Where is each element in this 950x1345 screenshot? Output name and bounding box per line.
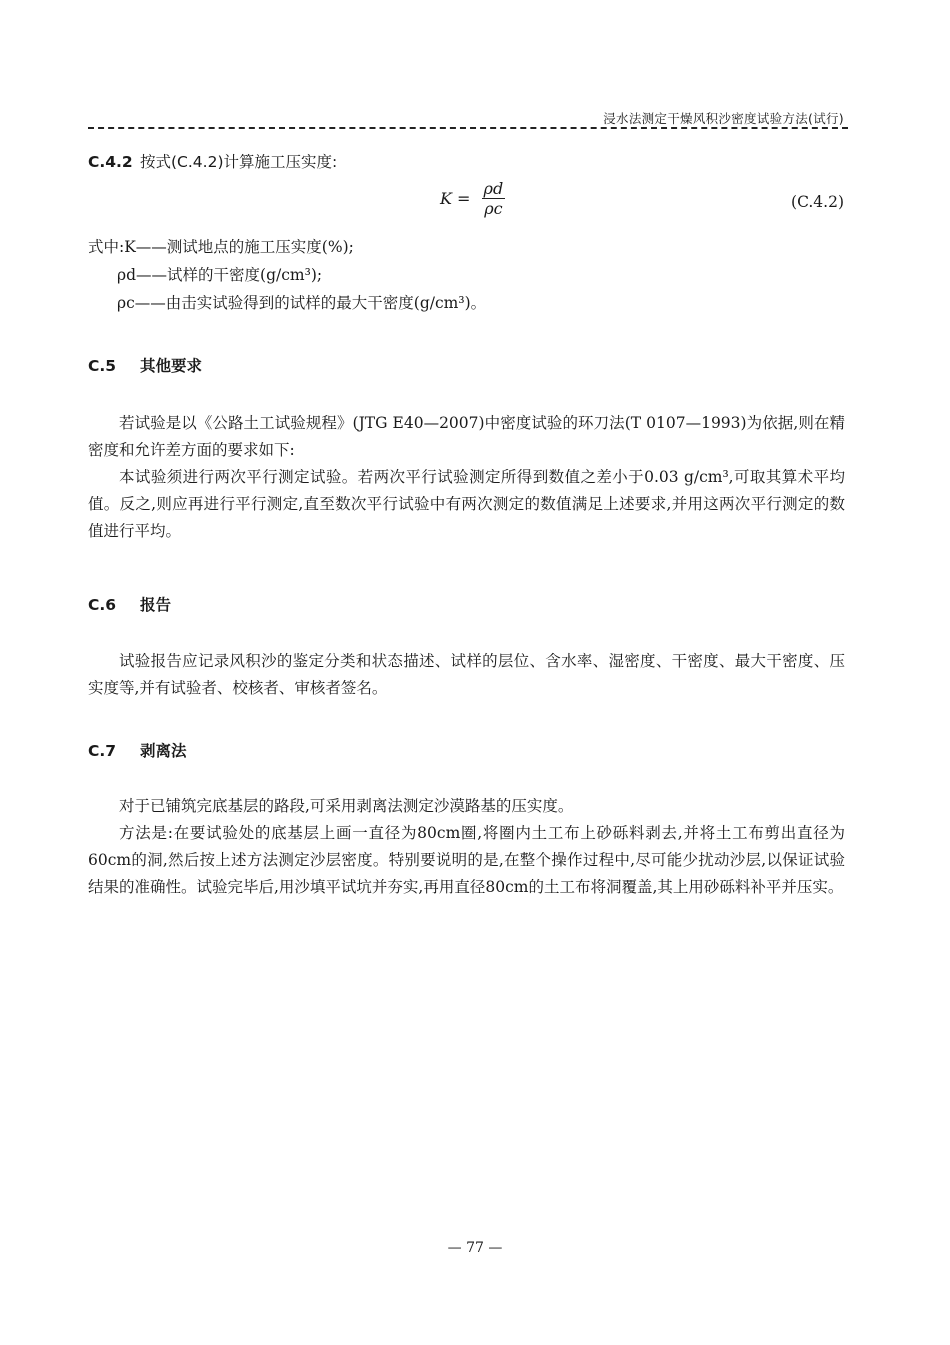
page-number: — 77 — (447, 1240, 503, 1256)
c6-paragraph-1: 试验报告应记录风积沙的鉴定分类和状态描述、试样的层位、含水率、湿密度、干密度、最大干密度、压实度等,并有试验者、校核者、审核者签名。 (88, 652, 845, 697)
equation-number: (C.4.2) (791, 193, 844, 211)
section-c6-heading (88, 593, 171, 615)
definition-rho-d: ρd——试样的干密度(g/cm³); (117, 266, 323, 284)
formula-fraction (482, 180, 506, 219)
section-c7-number: C.7 (88, 742, 117, 760)
running-head: 浸水法测定干燥风积沙密度试验方法(试行) (603, 111, 844, 126)
c7-paragraph-1: 对于已铺筑完底基层的路段,可采用剥离法测定沙漠路基的压实度。 (119, 797, 574, 815)
header-rule (88, 127, 848, 129)
c7-paragraph-2: 方法是:在要试验处的底基层上画一直径为80cm圈,将圈内土工布上砂砾料剥去,并将土工布剪出直径为60cm的洞,然后按上述方法测定沙层密度。特别要说明的是,在整个操作过程中,尽可能少扰动沙层,以保证试验结果的准确性。试验完毕后,用沙填平试坑并夯实,再用直径80cm的土工布将洞覆盖,其上用砂砾料补平并压实。 (88, 824, 845, 896)
section-c7-heading (88, 739, 187, 761)
section-c5-heading (88, 354, 202, 376)
section-c5-title: 其他要求 (140, 357, 203, 375)
definition-k: 式中:K——测试地点的施工压实度(%); (88, 238, 354, 256)
definition-rho-c: ρc——由击实试验得到的试样的最大干密度(g/cm³)。 (117, 294, 487, 312)
section-c6-number: C.6 (88, 596, 117, 614)
section-c6-title: 报告 (140, 596, 172, 614)
section-c42-number: C.4.2 (88, 153, 133, 171)
formula-numerator: ρd (483, 179, 504, 198)
c5-paragraph-2: 本试验须进行两次平行测定试验。若两次平行试验测定所得到数值之差小于0.03 g/cm³,可取其算术平均值。反之,则应再进行平行测定,直至数次平行试验中有两次测定的数值满足上述要求,并用这两次平行测定的数值进行平均。 (88, 468, 845, 540)
formula-lhs: K = (440, 189, 471, 208)
section-c5-number: C.5 (88, 357, 117, 375)
section-c7-title: 剥离法 (140, 742, 187, 760)
formula-denominator: ρc (484, 199, 503, 218)
formula-c42 (440, 180, 505, 219)
section-c42-heading (88, 150, 337, 172)
section-c42-text: 按式(C.4.2)计算施工压实度: (140, 153, 338, 171)
c5-paragraph-1: 若试验是以《公路土工试验规程》(JTG E40—2007)中密度试验的环刀法(T 0107—1993)为依据,则在精密度和允许差方面的要求如下: (88, 414, 845, 459)
